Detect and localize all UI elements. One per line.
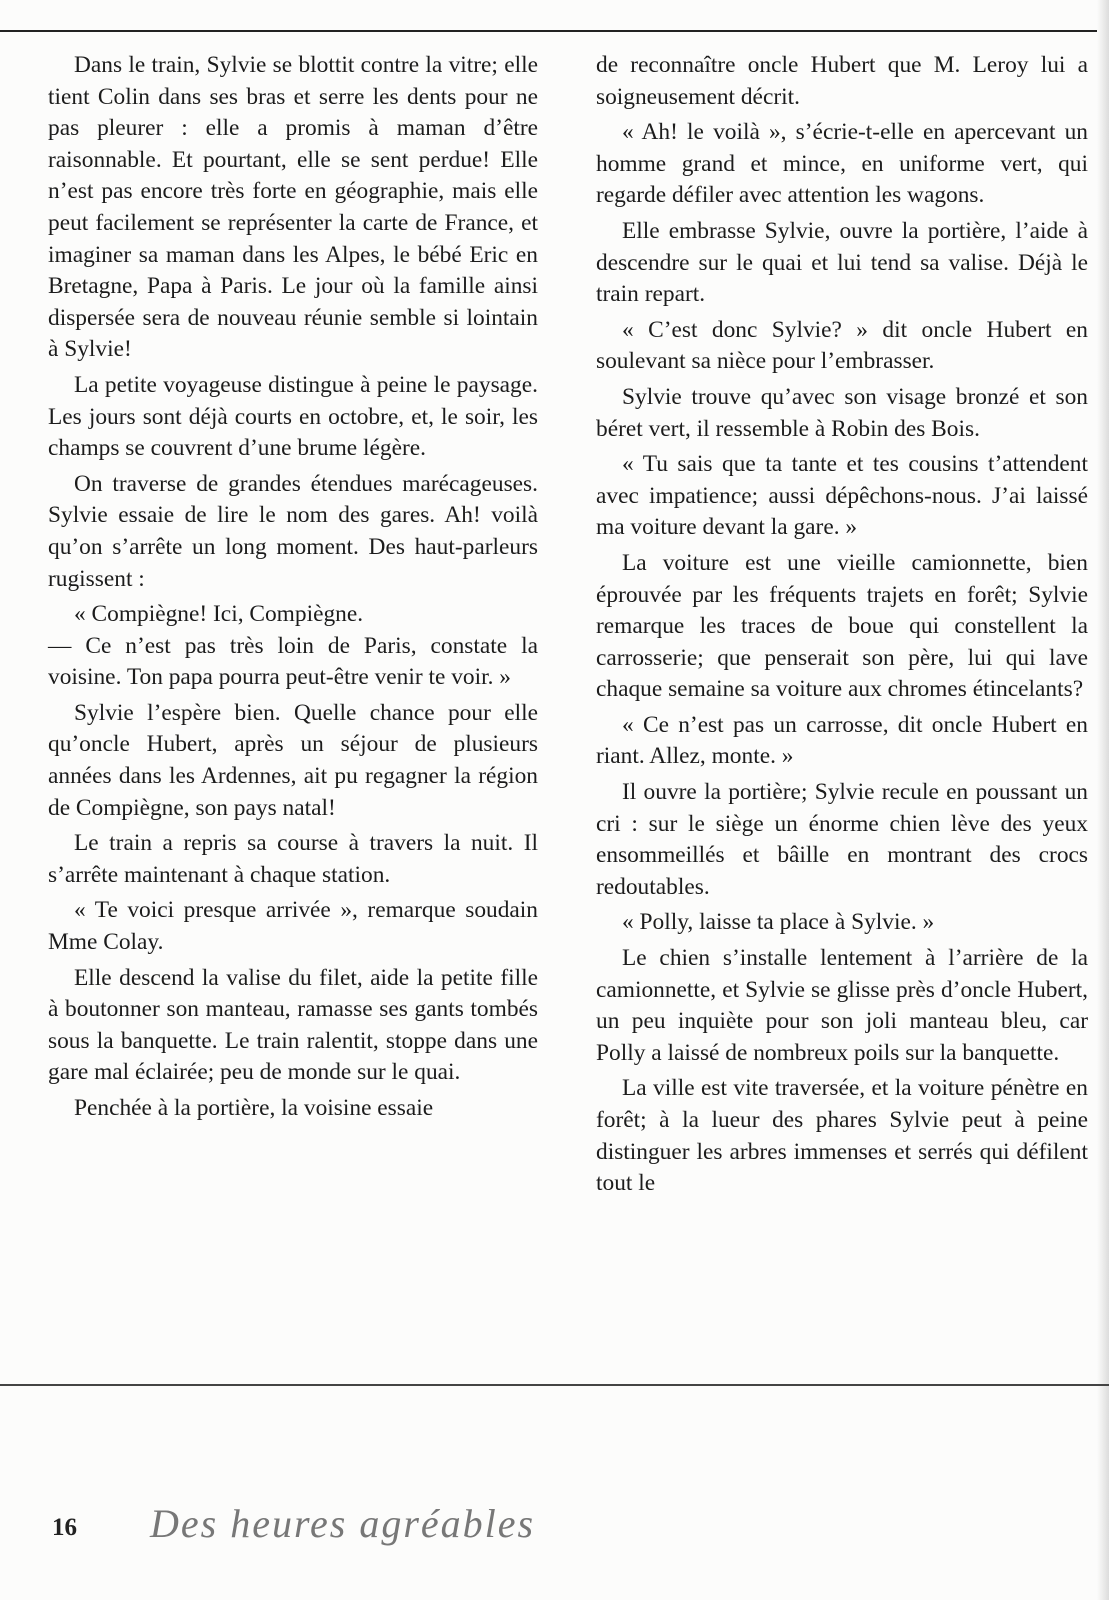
paragraph: Sylvie trouve qu’avec son visage bronzé et son béret vert, il ressemble à Robin des Bois. xyxy=(596,383,1088,442)
top-rule xyxy=(0,30,1100,32)
paragraph: Dans le train, Sylvie se blottit contre la vitre; elle tient Colin dans ses bras et serre les dents pour ne pas pleurer : elle a promis à maman d’être raisonnable. Et pourtant, elle se sent perdue! Elle n’est pas encore très forte en géographie, mais elle peut facilement se représenter la carte de France, et imaginer sa maman dans les Alpes, le bébé Eric en Bretagne, Papa à Paris. Le jour où la famille ainsi dispersée sera de nouveau réunie semble si lointain à Sylvie! xyxy=(48,52,538,363)
paragraph: Le chien s’installe lentement à l’arrière de la camionnette, et Sylvie se glisse près d’oncle Hubert, un peu inquiète pour son joli manteau bleu, car Polly a laissé de nombreux poils sur la banquette. xyxy=(596,945,1088,1066)
paragraph: Il ouvre la portière; Sylvie recule en poussant un cri : sur le siège un énorme chien lève des yeux ensommeillés et bâille en montrant des crocs redoutables. xyxy=(596,779,1088,900)
paragraph: La voiture est une vieille camionnette, bien éprouvée par les fréquents trajets en forêt; Sylvie remarque les traces de boue qui constellent la carrosserie; que penserait son père, lui qui lave chaque semaine sa voiture aux chromes étincelants? xyxy=(596,549,1088,703)
paragraph: Penchée à la portière, la voisine essaie xyxy=(74,1095,434,1121)
paragraph: Le train a repris sa course à travers la nuit. Il s’arrête maintenant à chaque station. xyxy=(48,830,538,888)
paragraph: On traverse de grandes étendues marécageuses. Sylvie essaie de lire le nom des gares. Ah! voilà qu’on s’arrête un long moment. Des haut-parleurs rugissent : xyxy=(48,470,538,592)
paragraph: de reconnaître oncle Hubert que M. Leroy lui a soigneusement décrit. xyxy=(596,52,1088,110)
paragraph: « Te voici presque arrivée », remarque soudain Mme Colay. xyxy=(48,897,538,956)
paragraph: « Compiègne! Ici, Compiègne. xyxy=(74,601,364,628)
paragraph: Elle descend la valise du filet, aide la petite fille à boutonner son manteau, ramasse ses gants tombés sous la banquette. Le train ralentit, stoppe dans une gare mal éclairée; peu de monde sur le quai. xyxy=(48,964,538,1086)
paragraph: « C’est donc Sylvie? » dit oncle Hubert en soulevant sa nièce pour l’embrasser. xyxy=(596,316,1088,375)
paragraph: — Ce n’est pas très loin de Paris, constate la voisine. Ton papa pourra peut-être venir te voir. » xyxy=(48,632,538,691)
paragraph: « Ce n’est pas un carrosse, dit oncle Hubert en riant. Allez, monte. » xyxy=(596,711,1088,770)
footer-rule xyxy=(0,1384,1109,1386)
paragraph: Sylvie l’espère bien. Quelle chance pour elle qu’oncle Hubert, après un séjour de plusieurs années dans les Ardennes, ait pu regagner la région de Compiègne, son pays natal! xyxy=(48,699,538,821)
page-number: 16 xyxy=(52,1514,77,1541)
paragraph: La ville est vite traversée, et la voiture pénètre en forêt; à la lueur des phares Sylvie peut à peine distinguer les arbres immenses et serrés qui défilent tout le xyxy=(596,1075,1088,1197)
paragraph: « Tu sais que ta tante et tes cousins t’attendent avec impatience; aussi dépêchons-nous. J’ai laissé ma voiture devant la gare. » xyxy=(596,451,1088,541)
right-text-column xyxy=(596,50,1088,1204)
page-edge-shadow xyxy=(1097,0,1109,1600)
paragraph: La petite voyageuse distingue à peine le paysage. Les jours sont déjà courts en octobre, et, le soir, les champs se couvrent d’une brume légère. xyxy=(48,371,538,462)
paragraph: « Polly, laisse ta place à Sylvie. » xyxy=(622,909,935,936)
paragraph: « Ah! le voilà », s’écrie-t-elle en apercevant un homme grand et mince, en uniforme vert, qui regarde défiler avec attention les wagons. xyxy=(596,119,1088,209)
left-text-column xyxy=(48,50,538,1129)
paragraph: Elle embrasse Sylvie, ouvre la portière, l’aide à descendre sur le quai et lui tend sa valise. Déjà le train repart. xyxy=(596,217,1088,308)
running-title: Des heures agréables xyxy=(150,1501,536,1546)
